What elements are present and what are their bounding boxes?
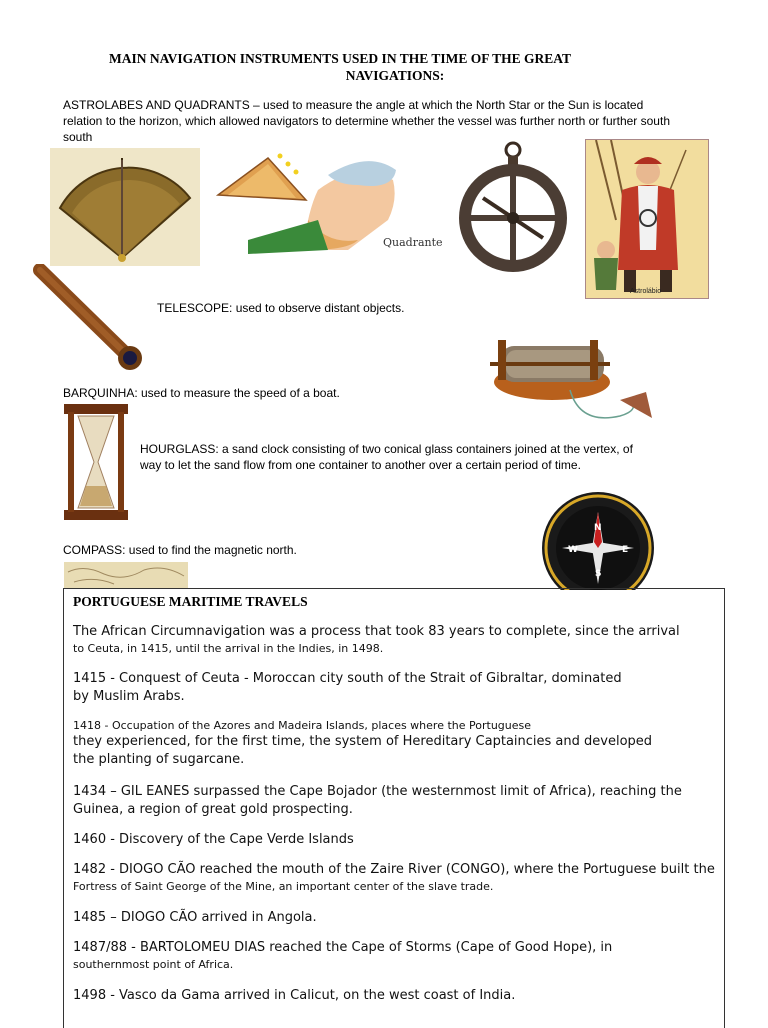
astrolabe-illustration: [455, 140, 571, 280]
event-1415: [73, 670, 720, 706]
astrolabio-illustration: [586, 140, 708, 298]
event-1487-line2: southernmost point of Africa.: [73, 958, 234, 971]
hourglass-description: [140, 441, 740, 473]
svg-text:W: W: [568, 545, 578, 555]
event-1415-line1: 1415 - Conquest of Ceuta - Moroccan city south of the Strait of Gibraltar, dominated: [73, 671, 622, 686]
event-1418-line3: the planting of sugarcane.: [73, 752, 245, 767]
svg-text:S: S: [595, 569, 602, 579]
event-1418-line1: 1418 - Occupation of the Azores and Madeira Islands, places where the Portuguese: [73, 719, 532, 732]
event-1434-line2: Guinea, a region of great gold prospecting.: [73, 802, 353, 817]
event-1418: [73, 718, 720, 769]
astrolabes-line2: relation to the horizon, which allowed navigators to determine whether the vessel was further north or further south: [63, 114, 670, 128]
hourglass-line2: way to let the sand flow from one container to another over a certain period of time.: [140, 458, 581, 472]
quadrant-illustration: [50, 148, 200, 266]
hourglass-image: [62, 402, 130, 522]
event-1460: 1460 - Discovery of the Cape Verde Islands: [73, 832, 354, 847]
travels-box: [63, 588, 725, 1028]
quadrant-image: [50, 148, 200, 266]
map-fragment-illustration: [64, 562, 188, 589]
telescope-description: TELESCOPE: used to observe distant objects.: [157, 301, 405, 315]
telescope-image: [32, 264, 146, 376]
compass-illustration: [538, 490, 662, 590]
event-1434-line1: 1434 – GIL EANES surpassed the Cape Bojador (the westernmost limit of Africa), reaching the: [73, 784, 682, 799]
travels-intro-line2: to Ceuta, in 1415, until the arrival in the Indies, in 1498.: [73, 642, 384, 655]
page-title-line1: MAIN NAVIGATION INSTRUMENTS USED IN THE TIME OF THE GREAT: [109, 51, 571, 66]
barquinha-description: BARQUINHA: used to measure the speed of a boat.: [63, 386, 340, 400]
astrolabe-image: [455, 140, 571, 280]
astrolabio-image: [585, 139, 709, 299]
quadrante-caption: Quadrante: [383, 236, 443, 249]
event-1482: [73, 861, 720, 894]
svg-text:N: N: [594, 523, 602, 533]
barquinha-illustration: [480, 330, 660, 430]
astrolabes-line1: ASTROLABES AND QUADRANTS – used to measure the angle at which the North Star or the Sun is located: [63, 98, 644, 112]
event-1482-line1: 1482 - DIOGO CÃO reached the mouth of the Zaire River (CONGO), where the Portuguese built the: [73, 862, 715, 877]
astrolabes-line3: south: [63, 130, 93, 144]
barquinha-image: [480, 330, 660, 430]
travels-intro: [73, 623, 720, 656]
astrolabio-caption: Astrolábio: [630, 288, 662, 295]
event-1487: [73, 939, 720, 972]
compass-description: COMPASS: used to find the magnetic north.: [63, 543, 297, 557]
event-1482-line2: Fortress of Saint George of the Mine, an important center of the slave trade.: [73, 880, 494, 893]
event-1415-line2: by Muslim Arabs.: [73, 689, 185, 704]
svg-text:E: E: [622, 545, 629, 555]
hourglass-line1: HOURGLASS: a sand clock consisting of two conical glass containers joined at the vertex, of: [140, 442, 633, 456]
event-1434: [73, 783, 720, 819]
hourglass-illustration: [62, 402, 130, 522]
event-1418-line2: they experienced, for the first time, the system of Hereditary Captaincies and developed: [73, 734, 653, 749]
telescope-illustration: [32, 264, 146, 376]
event-1485: 1485 – DIOGO CÃO arrived in Angola.: [73, 910, 317, 925]
travels-intro-line1: The African Circumnavigation was a process that took 83 years to complete, since the arrival: [73, 624, 680, 639]
map-fragment-image: [64, 562, 188, 589]
page-title-line2: NAVIGATIONS:: [345, 68, 445, 83]
compass-image: [538, 490, 662, 590]
event-1498: 1498 - Vasco da Gama arrived in Calicut, on the west coast of India.: [73, 988, 516, 1003]
travels-title: PORTUGUESE MARITIME TRAVELS: [73, 594, 308, 609]
event-1487-line1: 1487/88 - BARTOLOMEU DIAS reached the Cape of Storms (Cape of Good Hope), in: [73, 940, 613, 955]
navigator-quadrant-image: [208, 150, 450, 254]
astrolabes-description: [63, 97, 753, 145]
page-title: [80, 50, 600, 84]
